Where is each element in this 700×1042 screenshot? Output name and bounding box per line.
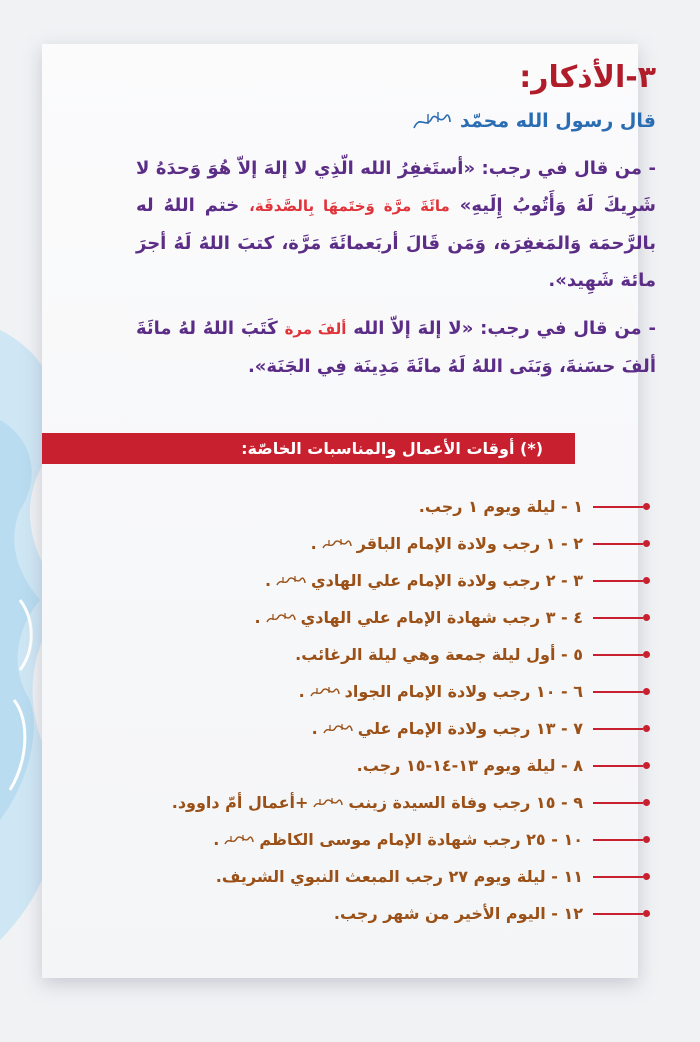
occasion-item	[130, 858, 650, 895]
occasion-text: ٥ - أول ليلة جمعة وهي ليلة الرغائب.	[295, 645, 583, 664]
alayhi-salam-icon	[312, 795, 344, 811]
paragraph-1-highlight: مائَةَ مرَّة وَختَمهَا بِالصَّدقَة،	[249, 197, 450, 215]
alayhi-salam-icon	[321, 536, 353, 552]
alayhi-salam-icon	[223, 832, 255, 848]
occasion-item	[130, 895, 650, 932]
section-heading: ٣-الأذكار:	[519, 60, 656, 95]
occasion-item	[130, 488, 650, 525]
occasion-text: ١٢ - اليوم الأخير من شهر رجب.	[333, 904, 583, 923]
occasions-list	[130, 488, 650, 932]
occasion-item	[130, 673, 650, 710]
occasion-text: ٧ - ١٣ رجب ولادة الإمام علي	[357, 719, 583, 738]
occasion-item	[130, 784, 650, 821]
dhikr-paragraph-1	[136, 150, 656, 299]
bullet-icon	[593, 762, 650, 769]
occasion-item	[130, 636, 650, 673]
subheading-text: قال رسول الله محمّد	[459, 110, 656, 132]
bullet-icon	[593, 836, 650, 843]
end-period: .	[298, 682, 305, 701]
occasion-item	[130, 747, 650, 784]
occasion-item	[130, 525, 650, 562]
end-period: .	[264, 571, 272, 590]
bullet-icon	[593, 910, 650, 917]
paragraph-2-text-b: كَتَبَ اللهُ لهُ مائَةَ ألفَ حسَنةَ، وَبَنَى اللهُ لَهُ مائَةَ مَدِينَة فِي الجَنَة».	[136, 318, 656, 377]
occasion-text: ١ - ليلة ويوم ١ رجب.	[418, 497, 583, 516]
occasions-banner: (*) أوقات الأعمال والمناسبات الخاصّة:	[42, 433, 575, 464]
salawat-calligraphy-icon	[412, 108, 452, 134]
alayhi-salam-icon	[265, 610, 297, 626]
alayhi-salam-icon	[322, 721, 354, 737]
occasion-text: ٦ - ١٠ رجب ولادة الإمام الجواد	[344, 682, 583, 701]
bullet-icon	[593, 799, 650, 806]
occasion-text: ١١ - ليلة ويوم ٢٧ رجب المبعث النبوي الشريف.	[215, 867, 583, 886]
dhikr-paragraph-2	[136, 310, 656, 385]
paragraph-2-text-a: - من قال في رجب: «لا إلهَ إلاّ الله	[353, 318, 656, 339]
bullet-icon	[593, 503, 650, 510]
occasion-text: ٩ - ١٥ رجب وفاة السيدة زينب	[348, 793, 583, 812]
bullet-icon	[593, 540, 650, 547]
bullet-icon	[593, 577, 650, 584]
occasion-text: ١٠ - ٢٥ رجب شهادة الإمام موسى الكاظم	[259, 830, 583, 849]
occasion-suffix: +أعمال أمّ داوود.	[171, 793, 309, 812]
end-period: .	[311, 719, 318, 738]
occasion-item	[130, 562, 650, 599]
bullet-icon	[593, 873, 650, 880]
alayhi-salam-icon	[275, 573, 307, 589]
paragraph-1-text-b: ختم اللهُ له بالرَّحمَة وَالمَغفِرَة، وَمَن قَالَ أربَعمائَةَ مَرَّة، كتبَ اللهُ لَهُ أجرَ مائة شَهِيد».	[136, 195, 656, 291]
alayhi-salam-icon	[309, 684, 341, 700]
occasion-item	[130, 710, 650, 747]
paragraph-1-text-a: - من قال في رجب: «أستَغفِرُ الله الّذِي لا إلهَ إلاّ هُوَ وَحدَهُ لا شَرِيكَ لَهُ وَأَتُوبُ إِلَيهِ»	[136, 158, 656, 216]
bullet-icon	[593, 725, 650, 732]
occasion-text: ٨ - ليلة ويوم ١٣-١٤-١٥ رجب.	[356, 756, 583, 775]
end-period: .	[310, 534, 317, 553]
bullet-icon	[593, 614, 650, 621]
paragraph-2-highlight: ألفَ مرة	[284, 320, 347, 338]
occasion-item	[130, 821, 650, 858]
occasion-text: ٤ - ٣ رجب شهادة الإمام علي الهادي	[300, 608, 583, 627]
bullet-icon	[593, 651, 650, 658]
prophet-subheading	[412, 108, 656, 134]
occasion-item	[130, 599, 650, 636]
bullet-icon	[593, 688, 650, 695]
occasion-text: ٢ - ١ رجب ولادة الإمام الباقر	[356, 534, 583, 553]
end-period: .	[213, 830, 220, 849]
end-period: .	[254, 608, 261, 627]
occasion-text: ٣ - ٢ رجب ولادة الإمام علي الهادي	[311, 571, 583, 590]
